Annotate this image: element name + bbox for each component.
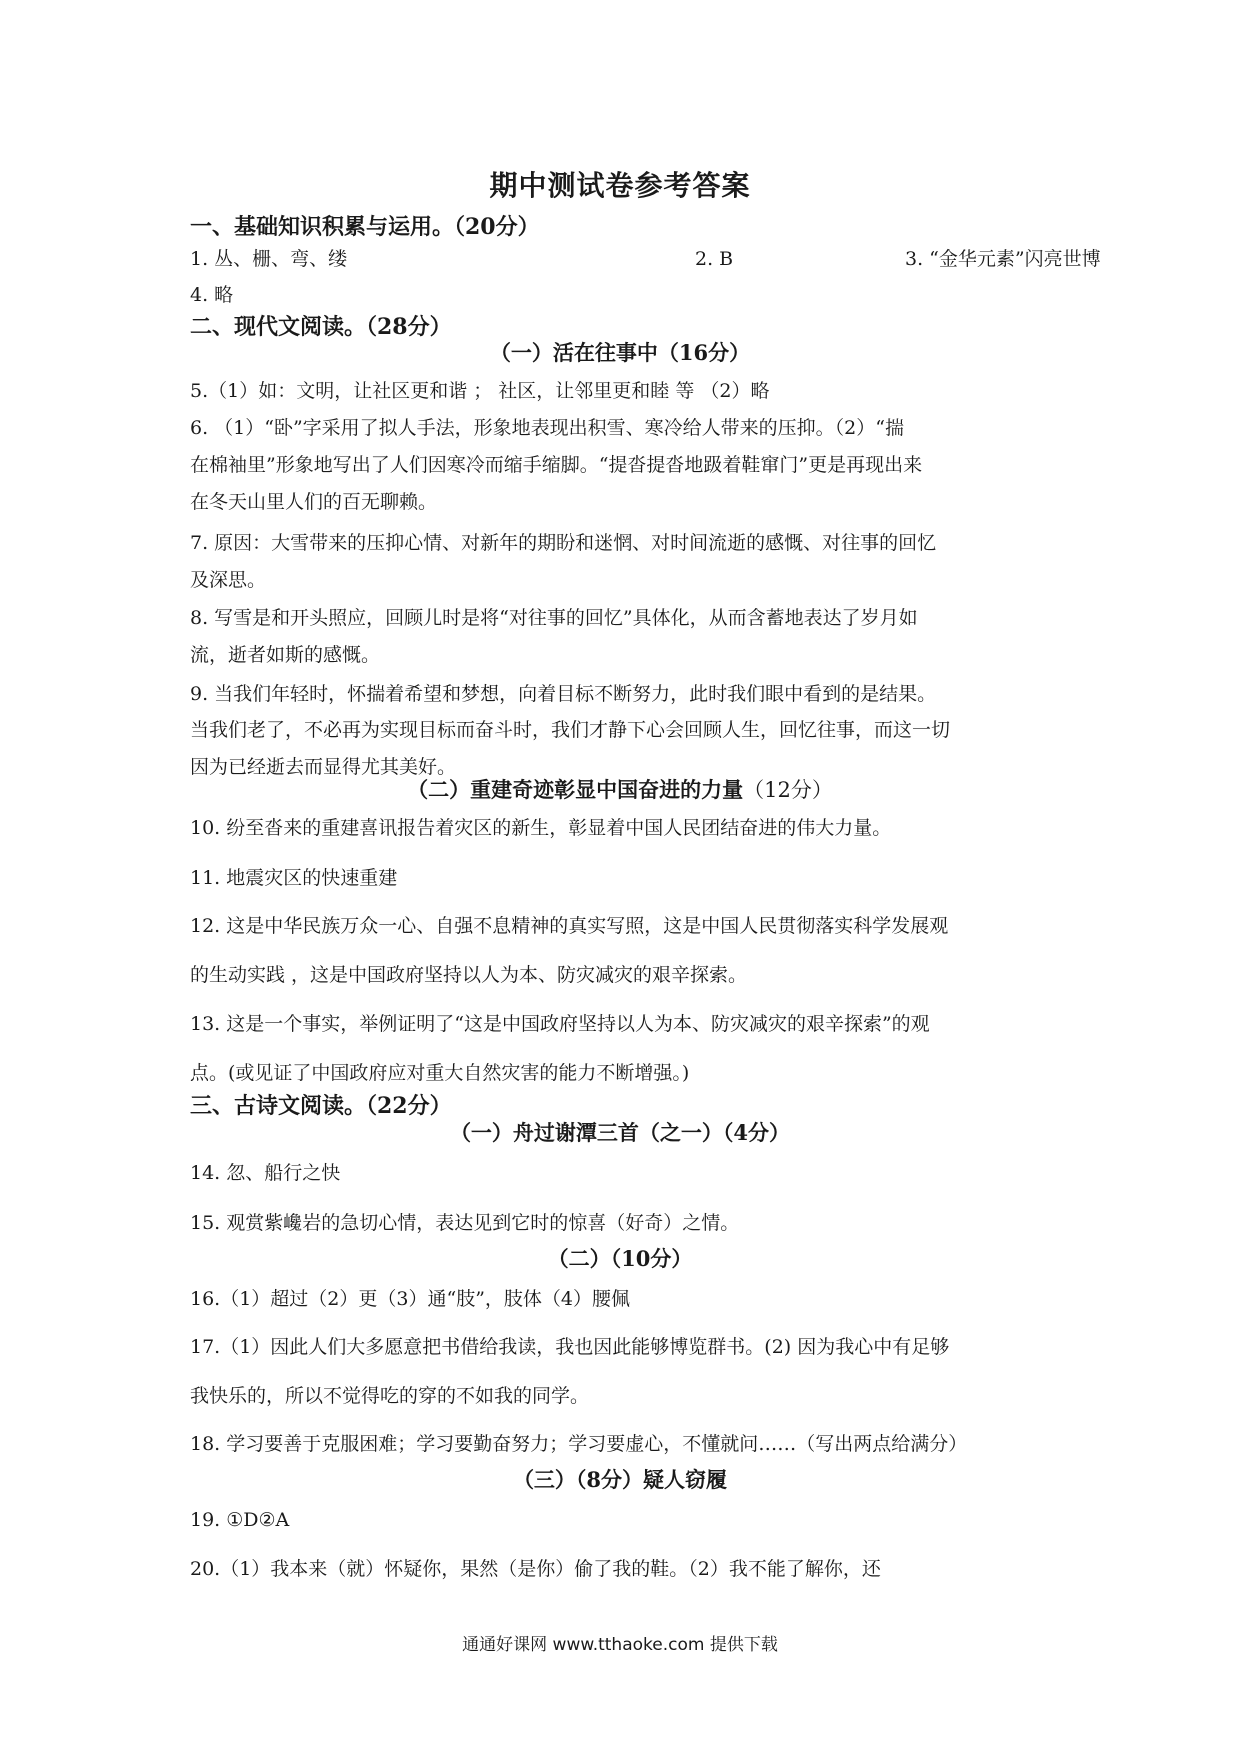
answer-5: 5.（1）如：文明，让社区更和谐 ； 社区，让邻里更和睦 等 （2）略 (190, 380, 770, 402)
page-title: 期中测试卷参考答案 (489, 169, 751, 202)
subsection-heading-5: （三）（8分）疑人窃履 (512, 1467, 728, 1492)
answer-9-line-3: 因为已经逝去而显得尤其美好。 (190, 756, 457, 778)
answer-9-line-2: 当我们老了，不必再为实现目标而奋斗时，我们才静下心会回顾人生，回忆往事，而这一切 (190, 719, 951, 741)
answer-8-line-1: 8. 写雪是和开头照应，回顾儿时是将“对往事的回忆”具体化，从而含蓄地表达了岁月如 (190, 607, 918, 629)
section-heading-2: 二、现代文阅读。（28分） (190, 314, 452, 340)
subsection-heading-1: （一）活在往事中（16分） (489, 340, 751, 365)
answer-11: 11. 地震灾区的快速重建 (190, 867, 398, 889)
answer-17-line-1: 17.（1）因此人们大多愿意把书借给我读，我也因此能够博览群书。(2) 因为我心中有足够 (190, 1336, 950, 1358)
answer-13-line-2: 点。(或见证了中国政府应对重大自然灾害的能力不断增强。) (190, 1062, 690, 1084)
answer-18: 18. 学习要善于克服困难；学习要勤奋努力；学习要虚心，不懂就问……（写出两点给满分） (190, 1433, 968, 1455)
answer-9-line-1: 9. 当我们年轻时，怀揣着希望和梦想，向着目标不断努力，此时我们眼中看到的是结果。 (190, 683, 937, 705)
answer-20-line-1: 20.（1）我本来（就）怀疑你，果然（是你）偷了我的鞋。（2）我不能了解你，还 (190, 1558, 881, 1580)
footer-source-note: 通通好课网 www.tthaoke.com 提供下载 (462, 1635, 778, 1655)
answer-12-line-1: 12. 这是中华民族万众一心、自强不息精神的真实写照，这是中国人民贯彻落实科学发展观 (190, 915, 949, 937)
answer-7-line-2: 及深思。 (190, 569, 267, 591)
subsection-heading-2-score: （12分） (743, 778, 833, 802)
answer-15: 15. 观赏紫巉岩的急切心情，表达见到它时的惊喜（好奇）之情。 (190, 1212, 740, 1234)
answer-13-line-1: 13. 这是一个事实，举例证明了“这是中国政府坚持以人为本、防灾减灾的艰辛探索”的观 (190, 1013, 930, 1035)
answer-17-line-2: 我快乐的，所以不觉得吃的穿的不如我的同学。 (190, 1385, 590, 1407)
section-heading-1: 一、基础知识积累与运用。（20分） (190, 214, 540, 240)
answer-4: 4. 略 (190, 284, 234, 306)
answer-16: 16.（1）超过（2）更（3）通“肢”，肢体（4）腰佩 (190, 1288, 630, 1310)
answer-6-line-1: 6. （1）“卧”字采用了拟人手法，形象地表现出积雪、寒冷给人带来的压抑。（2）“揣 (190, 417, 904, 439)
answer-14: 14. 忽、船行之快 (190, 1162, 341, 1184)
answer-1: 1. 丛、栅、弯、缕 (190, 248, 348, 270)
answer-row-1-3 (190, 246, 1101, 272)
subsection-heading-2-title: （二）重建奇迹彰显中国奋进的力量 (407, 777, 744, 802)
section-heading-3: 三、古诗文阅读。（22分） (190, 1093, 452, 1119)
answer-8-line-2: 流，逝者如斯的感慨。 (190, 644, 381, 666)
answer-12-line-2: 的生动实践 ，这是中国政府坚持以人为本、防灾减灾的艰辛探索。 (190, 964, 748, 986)
subsection-heading-2 (0, 777, 1240, 803)
answer-3: 3. “金华元素”闪亮世博 (905, 248, 1101, 270)
answer-19: 19. ①D②A (190, 1509, 290, 1531)
answer-2: 2. B (695, 248, 734, 270)
answer-6-line-2: 在棉袖里”形象地写出了人们因寒冷而缩手缩脚。“提沓提沓地趿着鞋窜门”更是再现出来 (190, 454, 923, 476)
answer-6-line-3: 在冬天山里人们的百无聊赖。 (190, 491, 438, 513)
answer-7-line-1: 7. 原因：大雪带来的压抑心情、对新年的期盼和迷惘、对时间流逝的感慨、对往事的回忆 (190, 532, 937, 554)
subsection-heading-4: （二）（10分） (547, 1246, 693, 1271)
subsection-heading-3: （一）舟过谢潭三首（之一）（4分） (449, 1120, 791, 1145)
answer-10: 10. 纷至沓来的重建喜讯报告着灾区的新生，彰显着中国人民团结奋进的伟大力量。 (190, 817, 892, 839)
